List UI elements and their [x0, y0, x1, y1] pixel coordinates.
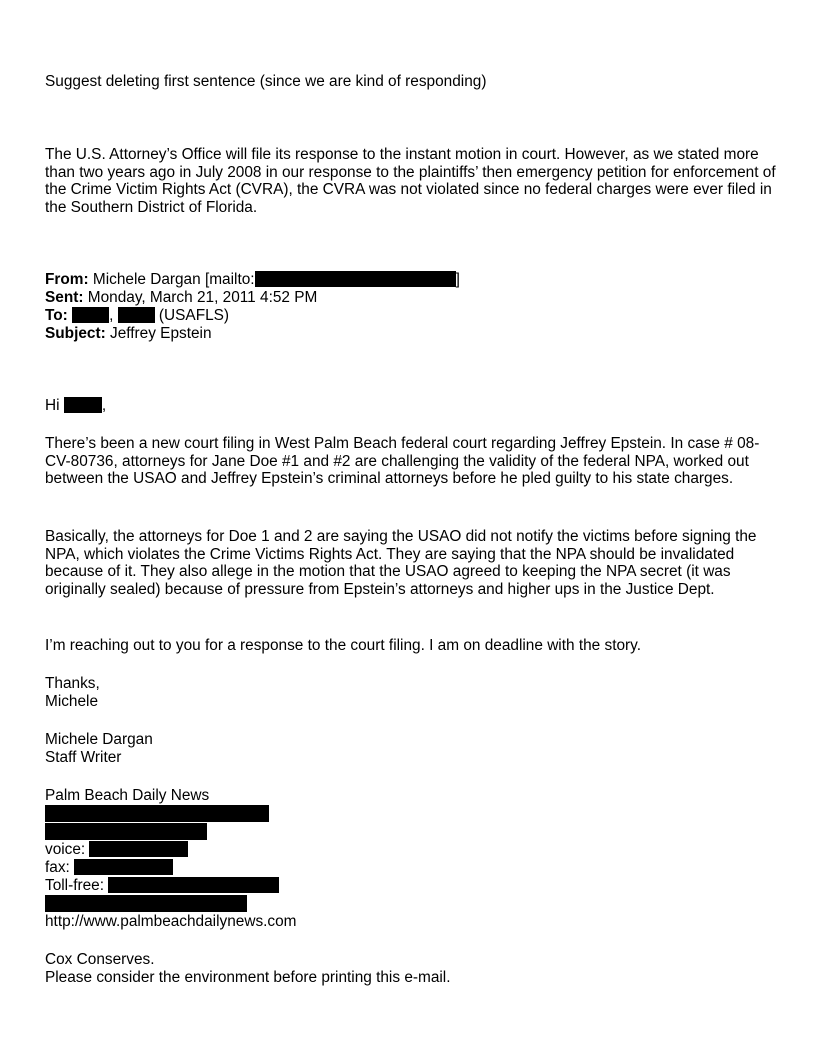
- footer-line-1: Cox Conserves.: [45, 951, 155, 968]
- to-separator: ,: [109, 307, 114, 324]
- subject-value: Jeffrey Epstein: [110, 325, 212, 342]
- redacted-voice-number: [89, 841, 188, 857]
- greeting-suffix: ,: [101, 397, 107, 414]
- greeting-prefix: Hi: [45, 397, 60, 414]
- body-paragraph-3: I’m reaching out to you for a response to the court filing. I am on deadline with the story.: [45, 637, 641, 654]
- footer-line-2: Please consider the environment before printing this e-mail.: [45, 969, 451, 986]
- voice-label: voice:: [45, 841, 86, 858]
- redacted-fax-number: [74, 859, 173, 875]
- from-value: Michele Dargan [mailto:: [92, 271, 255, 288]
- redacted-recipient-1: [72, 307, 109, 323]
- redacted-tollfree-number: [108, 877, 279, 893]
- signoff-name: Michele: [45, 693, 99, 710]
- tollfree-label: Toll-free:: [45, 877, 105, 894]
- subject-label: Subject:: [45, 325, 106, 342]
- to-line: [45, 307, 229, 325]
- fax-label: fax:: [45, 859, 70, 876]
- redacted-address-line-1: [45, 805, 269, 822]
- tollfree-line: [45, 877, 279, 895]
- redacted-name: [64, 397, 102, 413]
- draft-response-paragraph: The U.S. Attorney’s Office will file its response to the instant motion in court. However, as we stated more than two years ago in July 2008 in our response to the plaintiffs’ then emergency petition for enforcement of the Crime Victim Rights Act (CVRA), the CVRA was not violated since no federal charges were ever filed in the Southern District of Florida.: [45, 146, 776, 216]
- signoff-thanks: Thanks,: [45, 675, 100, 692]
- voice-line: [45, 841, 188, 859]
- reviewer-comment: Suggest deleting first sentence (since we are kind of responding): [45, 73, 487, 90]
- body-paragraph-2: Basically, the attorneys for Doe 1 and 2 are saying the USAO did not notify the victims before signing the NPA, which violates the Crime Victims Rights Act. They are saying that the NPA should be invalidated because of it. They also allege in the motion that the USAO agreed to keeping the NPA secret (it was originally sealed) because of pressure from Epstein’s attorneys and higher ups in the Justice Dept.: [45, 528, 757, 598]
- sent-value: Monday, March 21, 2011 4:52 PM: [87, 289, 318, 306]
- sent-label: Sent:: [45, 289, 84, 306]
- to-label: To:: [45, 307, 68, 324]
- signature-org: Palm Beach Daily News: [45, 787, 210, 804]
- redacted-recipient-2: [118, 307, 155, 323]
- redacted-email: [255, 271, 456, 287]
- signature-name: Michele Dargan: [45, 731, 153, 748]
- redacted-email-line: [45, 895, 247, 912]
- signature-title: Staff Writer: [45, 749, 122, 766]
- from-close: ]: [455, 271, 460, 288]
- from-label: From:: [45, 271, 89, 288]
- to-suffix: (USAFLS): [158, 307, 230, 324]
- fax-line: [45, 859, 173, 877]
- subject-line: [45, 325, 212, 343]
- from-line: [45, 271, 460, 289]
- redacted-address-line-2: [45, 823, 207, 840]
- body-paragraph-1: There’s been a new court filing in West Palm Beach federal court regarding Jeffrey Epstein. In case # 08-CV-80736, attorneys for Jane Doe #1 and #2 are challenging the validity of the federal NPA, worked out between the USAO and Jeffrey Epstein’s criminal attorneys before he pled guilty to his state charges.: [45, 435, 760, 488]
- greeting: [45, 397, 106, 415]
- sent-line: [45, 289, 317, 307]
- website-link[interactable]: http://www.palmbeachdailynews.com: [45, 913, 297, 930]
